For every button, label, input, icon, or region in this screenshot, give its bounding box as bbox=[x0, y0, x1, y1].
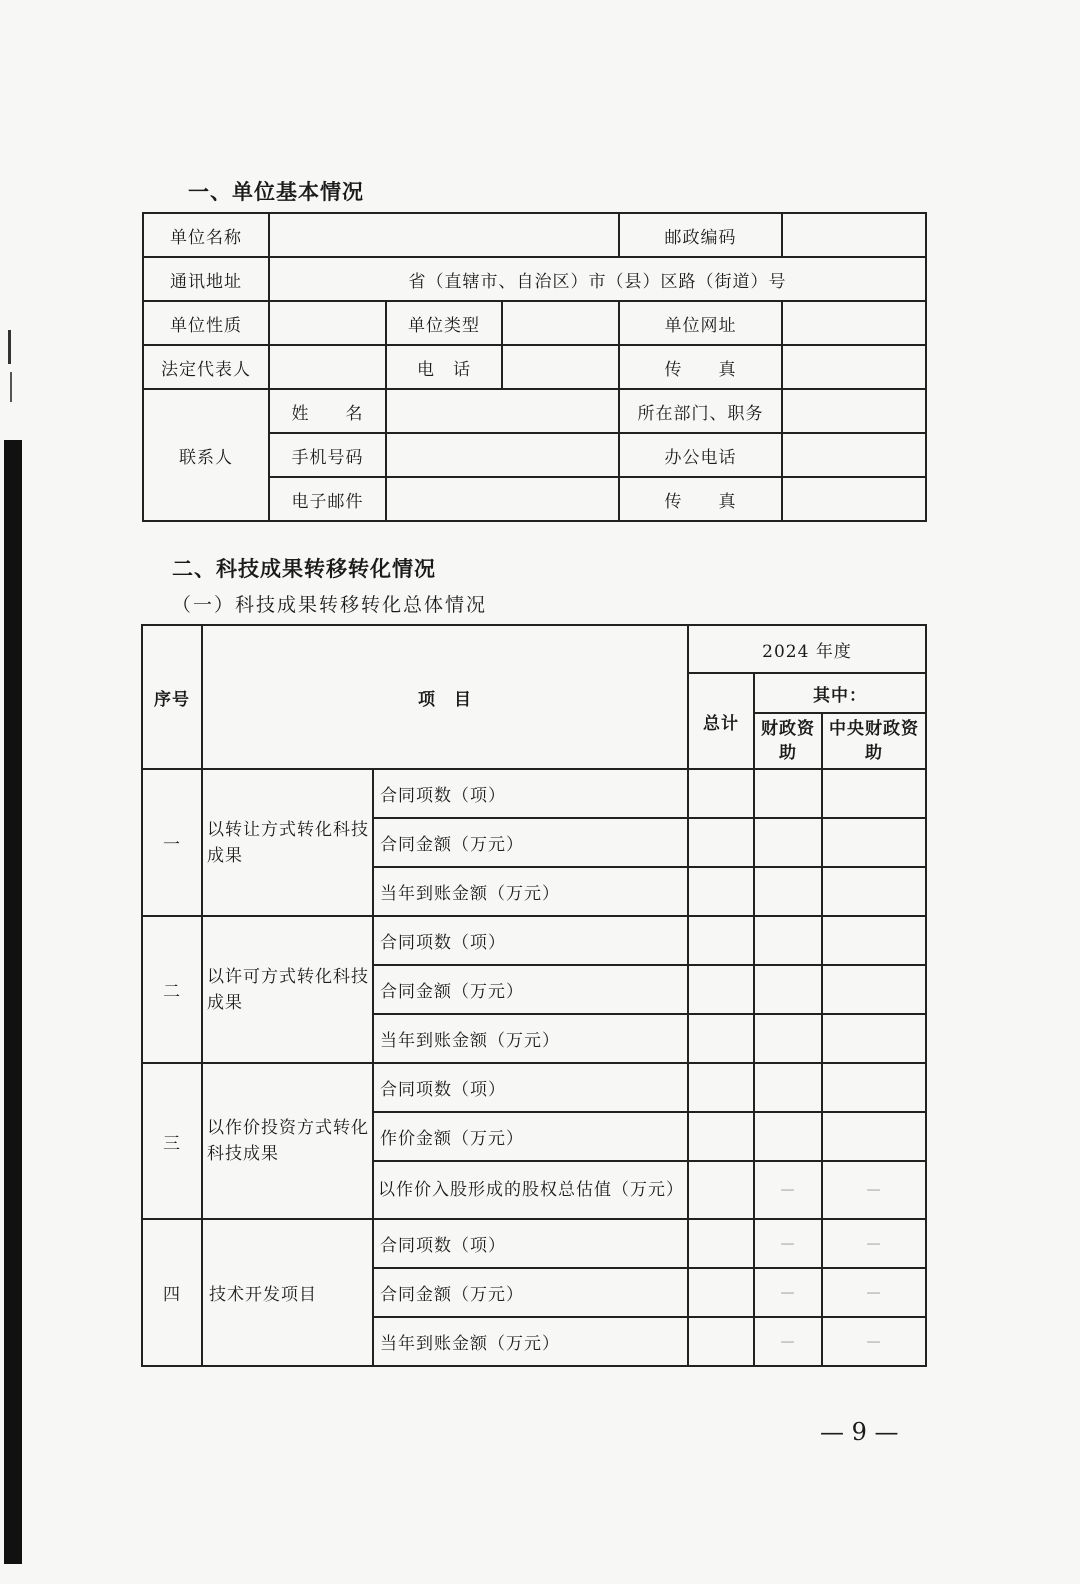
cell-total bbox=[688, 769, 754, 818]
cell-total bbox=[688, 1268, 754, 1317]
header-total: 总计 bbox=[688, 673, 754, 769]
group-seq: 四 bbox=[142, 1219, 202, 1366]
header-fiscal: 财政资助 bbox=[754, 713, 822, 769]
cell-fiscal bbox=[754, 867, 822, 916]
cell-dash: — bbox=[754, 1219, 822, 1268]
cell-total bbox=[688, 1317, 754, 1366]
cell-dash: — bbox=[754, 1268, 822, 1317]
field-fax bbox=[782, 345, 926, 389]
scan-artifact-top bbox=[8, 330, 11, 364]
cell-central bbox=[822, 769, 926, 818]
row-label: 以作价入股形成的股权总估值（万元） bbox=[373, 1161, 688, 1219]
label-mobile: 手机号码 bbox=[269, 433, 386, 477]
scan-edge-shadow bbox=[4, 440, 22, 1564]
label-unit-type: 单位类型 bbox=[386, 301, 502, 345]
row-label: 当年到账金额（万元） bbox=[373, 1014, 688, 1063]
row-label: 作价金额（万元） bbox=[373, 1112, 688, 1161]
label-legal-rep: 法定代表人 bbox=[143, 345, 269, 389]
scan-artifact-mid bbox=[10, 372, 12, 402]
cell-total bbox=[688, 1219, 754, 1268]
label-postcode: 邮政编码 bbox=[619, 213, 782, 257]
cell-dash: — bbox=[822, 1268, 926, 1317]
group-seq: 三 bbox=[142, 1063, 202, 1219]
row-label: 合同金额（万元） bbox=[373, 818, 688, 867]
group-label: 以许可方式转化科技成果 bbox=[202, 916, 373, 1063]
row-label: 合同项数（项） bbox=[373, 1219, 688, 1268]
label-dept-position: 所在部门、职务 bbox=[619, 389, 782, 433]
row-label: 合同项数（项） bbox=[373, 916, 688, 965]
row-label: 合同项数（项） bbox=[373, 1063, 688, 1112]
label-fax: 传 真 bbox=[619, 345, 782, 389]
header-of-which: 其中： bbox=[754, 673, 926, 713]
group-label: 以转让方式转化科技成果 bbox=[202, 769, 373, 916]
group-label: 技术开发项目 bbox=[202, 1219, 373, 1366]
label-office-phone: 办公电话 bbox=[619, 433, 782, 477]
cell-central bbox=[822, 916, 926, 965]
group-seq: 二 bbox=[142, 916, 202, 1063]
header-central-fiscal: 中央财政资助 bbox=[822, 713, 926, 769]
cell-fiscal bbox=[754, 769, 822, 818]
header-year: 2024 年度 bbox=[688, 625, 926, 673]
field-legal-rep bbox=[269, 345, 386, 389]
label-address: 通讯地址 bbox=[143, 257, 269, 301]
cell-fiscal bbox=[754, 1112, 822, 1161]
cell-total bbox=[688, 916, 754, 965]
section1-title: 一、单位基本情况 bbox=[188, 180, 364, 204]
cell-fiscal bbox=[754, 916, 822, 965]
field-address: 省（直辖市、自治区）市（县）区路（街道）号 bbox=[269, 257, 926, 301]
field-dept-position bbox=[782, 389, 926, 433]
cell-fiscal bbox=[754, 1063, 822, 1112]
cell-fiscal bbox=[754, 965, 822, 1014]
cell-total bbox=[688, 867, 754, 916]
label-unit-nature: 单位性质 bbox=[143, 301, 269, 345]
cell-central bbox=[822, 1112, 926, 1161]
label-contact: 联系人 bbox=[143, 389, 269, 521]
cell-total bbox=[688, 818, 754, 867]
field-unit-nature bbox=[269, 301, 386, 345]
cell-total bbox=[688, 1112, 754, 1161]
header-seq: 序号 bbox=[142, 625, 202, 769]
label-email: 电子邮件 bbox=[269, 477, 386, 521]
group-seq: 一 bbox=[142, 769, 202, 916]
header-item: 项 目 bbox=[202, 625, 688, 769]
cell-total bbox=[688, 965, 754, 1014]
field-unit-name bbox=[269, 213, 619, 257]
cell-total bbox=[688, 1063, 754, 1112]
field-unit-website bbox=[782, 301, 926, 345]
row-label: 当年到账金额（万元） bbox=[373, 1317, 688, 1366]
cell-dash: — bbox=[754, 1317, 822, 1366]
row-label: 合同金额（万元） bbox=[373, 1268, 688, 1317]
field-office-phone bbox=[782, 433, 926, 477]
label-unit-website: 单位网址 bbox=[619, 301, 782, 345]
cell-dash: — bbox=[822, 1317, 926, 1366]
cell-central bbox=[822, 867, 926, 916]
cell-central bbox=[822, 818, 926, 867]
cell-fiscal bbox=[754, 818, 822, 867]
cell-dash: — bbox=[754, 1161, 822, 1219]
field-email bbox=[386, 477, 619, 521]
field-fax2 bbox=[782, 477, 926, 521]
row-label: 合同项数（项） bbox=[373, 769, 688, 818]
row-label: 当年到账金额（万元） bbox=[373, 867, 688, 916]
field-mobile bbox=[386, 433, 619, 477]
field-contact-name bbox=[386, 389, 619, 433]
label-fax2: 传 真 bbox=[619, 477, 782, 521]
cell-dash: — bbox=[822, 1161, 926, 1219]
section2-title: 二、科技成果转移转化情况 bbox=[172, 557, 436, 581]
cell-fiscal bbox=[754, 1014, 822, 1063]
field-phone bbox=[502, 345, 619, 389]
label-unit-name: 单位名称 bbox=[143, 213, 269, 257]
field-unit-type bbox=[502, 301, 619, 345]
transfer-table bbox=[141, 624, 927, 1367]
page-number: — 9 — bbox=[820, 1418, 899, 1446]
field-postcode bbox=[782, 213, 926, 257]
cell-central bbox=[822, 1063, 926, 1112]
cell-central bbox=[822, 1014, 926, 1063]
label-phone: 电 话 bbox=[386, 345, 502, 389]
cell-dash: — bbox=[822, 1219, 926, 1268]
row-label: 合同金额（万元） bbox=[373, 965, 688, 1014]
cell-total bbox=[688, 1161, 754, 1219]
unit-info-table bbox=[142, 212, 927, 522]
cell-central bbox=[822, 965, 926, 1014]
section2-subtitle: （一）科技成果转移转化总体情况 bbox=[172, 594, 488, 616]
group-label: 以作价投资方式转化科技成果 bbox=[202, 1063, 373, 1219]
cell-total bbox=[688, 1014, 754, 1063]
label-contact-name: 姓 名 bbox=[269, 389, 386, 433]
